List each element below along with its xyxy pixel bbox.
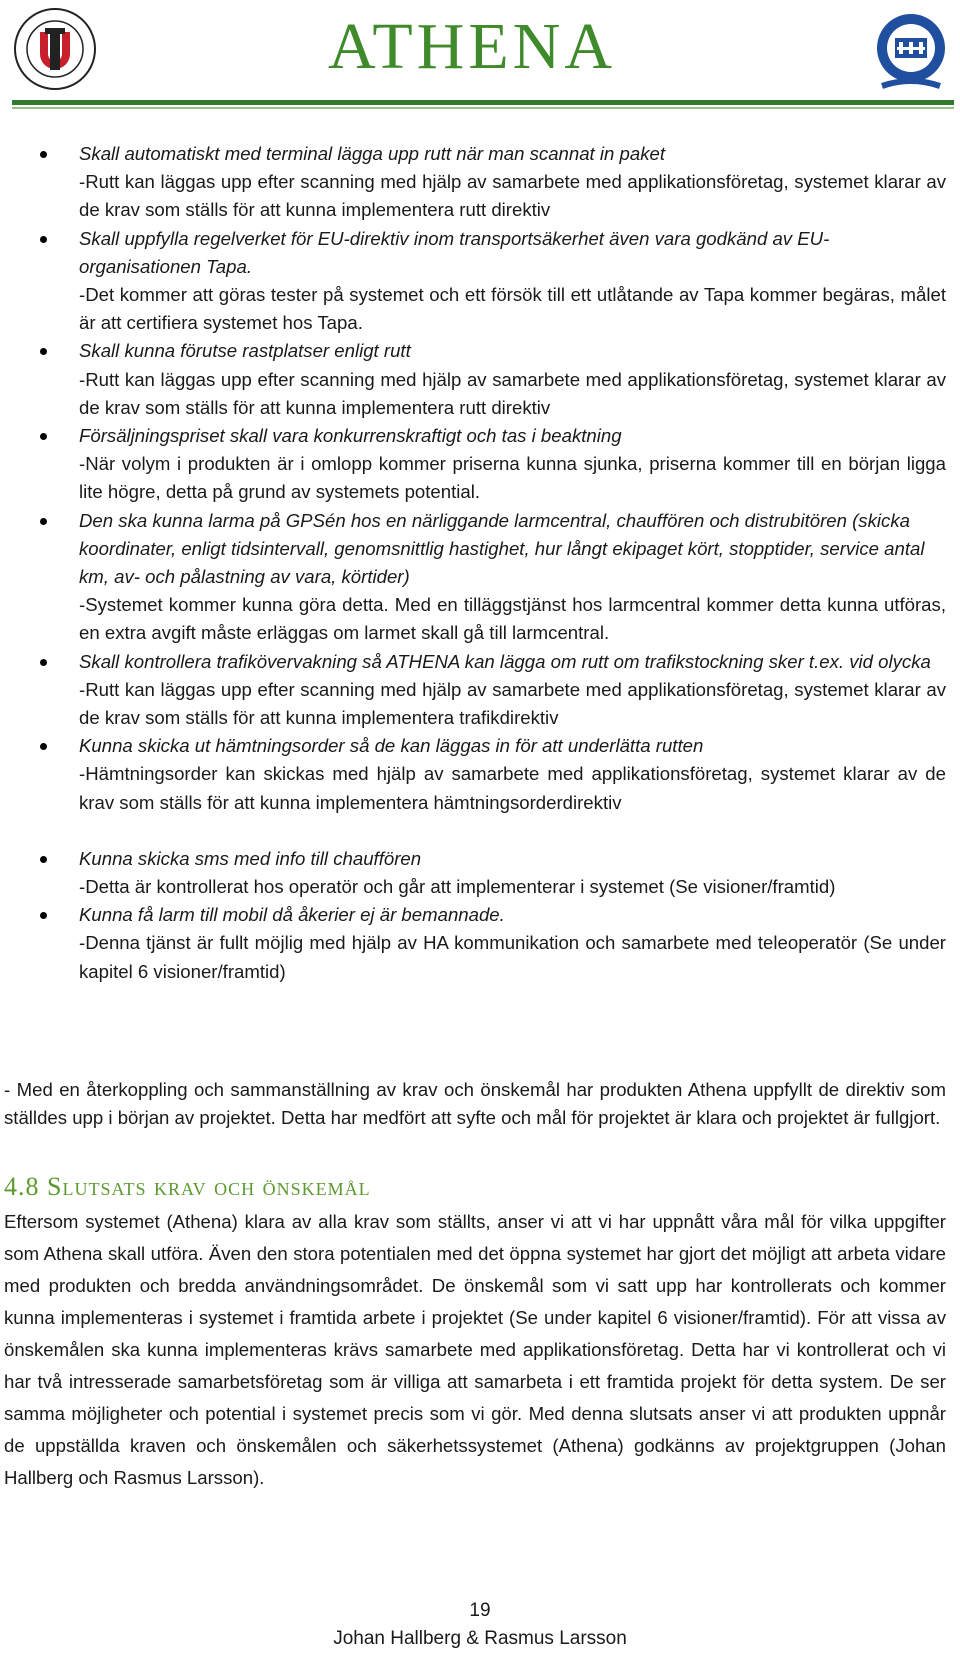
response-text: -När volym i produkten är i omlopp kommer priserna kunna sjunka, priserna kommer till en början ligga lite högre, detta på grund av systemets potential. xyxy=(79,453,946,503)
list-item xyxy=(0,845,960,901)
requirements-list-section xyxy=(0,140,960,986)
requirement-text: Kunna skicka ut hämtningsorder så de kan läggas in för att underlätta rutten xyxy=(79,735,704,757)
header-rule-thin xyxy=(12,107,954,109)
bullet-icon xyxy=(40,236,47,243)
list-item xyxy=(0,507,960,648)
hogskolan-halmstad-logo xyxy=(868,4,954,96)
response-text: -Denna tjänst är fullt möjlig med hjälp av HA kommunikation och samarbete med teleoperatör (Se under kapitel 6 visioner/framtid) xyxy=(79,932,946,982)
requirement-text: Försäljningspriset skall vara konkurrenskraftigt och tas i beaktning xyxy=(79,425,622,447)
bullet-icon xyxy=(40,743,47,750)
list-item xyxy=(0,648,960,733)
section-body: Eftersom systemet (Athena) klara av alla krav som ställts, anser vi att vi har uppnått våra mål för vilka uppgifter som Athena skall utföra. Även den stora potentialen med det öppna systemet har gjort det möjligt att arbeta vidare med produkten och bredda användningsområdet. De önskemål som vi satt upp har kontrollerats och kommer kunna implementeras i systemet i framtida arbete i projektet (Se under kapitel 6 visioner/framtid). För att vissa av önskemålen ska kunna implementeras krävs samarbete med applikationsföretag. Detta har vi kontrollerat och vi har två intresserade samarbetsföretag som är villiga att samarbeta i ett framtida projekt för detta system. De ser samma möjligheter och potential i systemet precis som vi gör. Med denna slutsats anser vi att produkten uppnår de uppställda kraven och önskemålen och säkerhetssystemet (Athena) godkänns av projektgruppen (Johan Hallberg och Rasmus Larsson). xyxy=(4,1211,946,1488)
header-rule xyxy=(12,100,954,105)
requirement-text: Kunna få larm till mobil då åkerier ej är bemannade. xyxy=(79,904,505,926)
requirement-text: Skall kunna förutse rastplatser enligt rutt xyxy=(79,340,411,362)
list-item xyxy=(0,140,960,225)
bullet-icon xyxy=(40,433,47,440)
page-number: 19 xyxy=(469,1600,491,1621)
response-text: -Hämtningsorder kan skickas med hjälp av samarbete med applikationsföretag, systemet klarar av de krav som ställs för att kunna implementera hämtningsorderdirektiv xyxy=(79,763,946,813)
list-item xyxy=(0,422,960,507)
bullet-icon xyxy=(40,659,47,666)
response-text: -Systemet kommer kunna göra detta. Med en tilläggstjänst hos larmcentral kommer detta kunna utföras, en extra avgift måste erläggas om larmet skall gå till larmcentral. xyxy=(79,594,946,644)
list-item xyxy=(0,337,960,422)
list-item xyxy=(0,732,960,817)
list-item xyxy=(0,901,960,986)
utvecklingsingenjorerna-logo xyxy=(12,6,98,92)
footer-authors: Johan Hallberg & Rasmus Larsson xyxy=(333,1628,627,1649)
response-text: -Rutt kan läggas upp efter scanning med hjälp av samarbete med applikationsföretag, systemet klarar av de krav som ställs för att kunna implementera rutt direktiv xyxy=(79,368,946,418)
bullet-icon xyxy=(40,348,47,355)
bullet-icon xyxy=(40,912,47,919)
athena-wordmark: ATHENA xyxy=(328,10,616,83)
bullet-icon xyxy=(40,518,47,525)
requirement-text: Den ska kunna larma på GPSén hos en närliggande larmcentral, chauffören och distrubitören (skicka koordinater, enligt tidsintervall, genomsnittlig hastighet, hur långt ekipaget kört, stopptider, service antal km, av- och pålastning av vara, körtider) xyxy=(79,509,925,588)
page-footer xyxy=(0,1597,960,1653)
bullet-icon xyxy=(40,856,47,863)
requirement-text: Skall uppfylla regelverket för EU-direktiv inom transportsäkerhet även vara godkänd av EU-organisationen Tapa. xyxy=(79,227,830,277)
response-text: -Det kommer att göras tester på systemet och ett försök till ett utlåtande av Tapa kommer begäras, målet är att certifiera systemet hos Tapa. xyxy=(79,284,946,334)
bullet-icon xyxy=(40,151,47,158)
summary-paragraph: - Med en återkoppling och sammanställning av krav och önskemål har produkten Athena uppfyllt de direktiv som ställdes upp i början av projektet. Detta har medfört att syfte och mål för projektet är klara och projektet är fullgjort. xyxy=(4,1079,946,1129)
response-text: -Rutt kan läggas upp efter scanning med hjälp av samarbete med applikationsföretag, systemet klarar av de krav som ställs för att kunna implementera rutt direktiv xyxy=(79,171,946,221)
requirement-text: Skall automatiskt med terminal lägga upp rutt när man scannat in paket xyxy=(79,143,666,164)
list-item xyxy=(0,225,960,338)
list-spacer xyxy=(0,817,960,845)
response-text: -Rutt kan läggas upp efter scanning med hjälp av samarbete med applikationsföretag, systemet klarar av de krav som ställs för att kunna implementera trafikdirektiv xyxy=(79,678,946,729)
requirement-text: Kunna skicka sms med info till chauffören xyxy=(79,847,422,869)
section-heading: 4.8 Slutsats krav och önskemål xyxy=(4,1172,371,1201)
requirement-text: Skall kontrollera trafikövervakning så ATHENA kan lägga om rutt om trafikstockning sker t.ex. vid olycka xyxy=(79,650,931,672)
page-header xyxy=(0,0,960,112)
response-text: -Detta är kontrollerat hos operatör och går att implementerar i systemet (Se visioner/framtid) xyxy=(79,876,836,898)
requirements-list xyxy=(0,140,960,986)
